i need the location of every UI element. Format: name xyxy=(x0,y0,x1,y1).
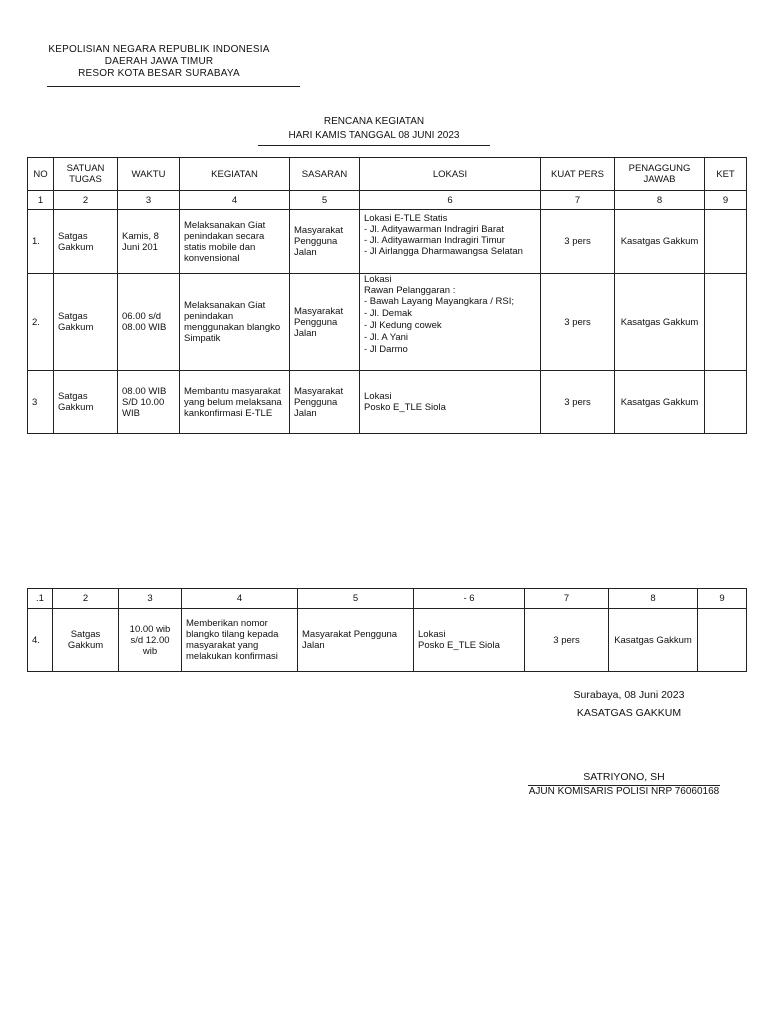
lokasi-line: - Bawah Layang Mayangkara / RSI; xyxy=(364,296,514,307)
row-satuan: Satgas Gakkum xyxy=(54,210,118,274)
column-number: 5 xyxy=(298,589,414,609)
row-ket xyxy=(698,609,747,672)
row-satuan: Satgas Gakkum xyxy=(54,371,118,434)
row-no: 4. xyxy=(28,609,53,672)
row-lokasi xyxy=(360,274,541,371)
column-number: 7 xyxy=(525,589,609,609)
column-number: 3 xyxy=(118,191,180,210)
lokasi-line: Lokasi xyxy=(418,629,446,640)
row-waktu: 10.00 wib s/d 12.00 wib xyxy=(119,609,182,672)
row-sasaran: Masyarakat Pengguna Jalan xyxy=(298,609,414,672)
row-waktu: Kamis, 8 Juni 201 xyxy=(118,210,180,274)
header-kuat-pers: KUAT PERS xyxy=(541,158,615,191)
column-number: 3 xyxy=(119,589,182,609)
header-penanggung-jawab: PENAGGUNG JAWAB xyxy=(615,158,705,191)
row-kegiatan: Memberikan nomor blangko tilang kepada masyarakat yang melakukan konfirmasi xyxy=(182,609,298,672)
letterhead-underline xyxy=(47,86,300,87)
signature-role: KASATGAS GAKKUM xyxy=(576,707,682,719)
column-number: 5 xyxy=(290,191,360,210)
lokasi-line: Rawan Pelanggaran : xyxy=(364,285,456,296)
row-no: 2. xyxy=(28,274,54,371)
lokasi-line: - Jl Airlangga Dharmawangsa Selatan xyxy=(364,246,523,257)
header-no: NO xyxy=(28,158,54,191)
column-number: 7 xyxy=(541,191,615,210)
column-number: - 6 xyxy=(414,589,525,609)
signature-name: SATRIYONO, SH xyxy=(583,771,665,783)
table-row xyxy=(28,210,747,274)
column-number: 6 xyxy=(360,191,541,210)
row-satuan: Satgas Gakkum xyxy=(53,609,119,672)
column-number: 9 xyxy=(705,191,747,210)
row-ket xyxy=(705,210,747,274)
lokasi-line: Lokasi xyxy=(364,274,392,285)
column-number-row xyxy=(28,589,747,609)
table-row xyxy=(28,609,747,672)
column-number: 2 xyxy=(54,191,118,210)
column-number: 1 xyxy=(28,191,54,210)
letterhead-line-1: KEPOLISIAN NEGARA REPUBLIK INDONESIA xyxy=(48,44,270,55)
row-penanggung-jawab: Kasatgas Gakkum xyxy=(615,371,705,434)
row-no: 3 xyxy=(28,371,54,434)
lokasi-line: Posko E_TLE Siola xyxy=(364,402,446,413)
row-penanggung-jawab: Kasatgas Gakkum xyxy=(609,609,698,672)
signature-rank-nrp: AJUN KOMISARIS POLISI NRP 76060168 xyxy=(528,786,720,797)
header-satuan-tugas: SATUAN TUGAS xyxy=(54,158,118,191)
lokasi-line: Lokasi E-TLE Statis xyxy=(364,213,448,224)
row-kegiatan: Membantu masyarakat yang belum melaksanakankonfirmasi E-TLE xyxy=(180,371,290,434)
row-kegiatan: Melaksanakan Giat penindakan menggunakan blangko Simpatik xyxy=(180,274,290,371)
lokasi-line: Posko E_TLE Siola xyxy=(418,640,500,651)
row-kuat-pers: 3 pers xyxy=(541,371,615,434)
row-lokasi xyxy=(360,210,541,274)
header-sasaran: SASARAN xyxy=(290,158,360,191)
row-satuan: Satgas Gakkum xyxy=(54,274,118,371)
column-number: 4 xyxy=(182,589,298,609)
lokasi-line: - Jl. A Yani xyxy=(364,332,409,343)
lokasi-line: - Jl Darmo xyxy=(364,344,408,355)
title-underline xyxy=(258,145,490,146)
activity-table xyxy=(27,157,747,434)
row-lokasi xyxy=(414,609,525,672)
row-no: 1. xyxy=(28,210,54,274)
lokasi-line: - Jl. Adityawarman Indragiri Timur xyxy=(364,235,505,246)
table-row xyxy=(28,274,747,371)
row-waktu: 08.00 WIB S/D 10.00 WIB xyxy=(118,371,180,434)
row-kegiatan: Melaksanakan Giat penindakan secara statis mobile dan konvensional xyxy=(180,210,290,274)
row-lokasi xyxy=(360,371,541,434)
letterhead-line-2: DAERAH JAWA TIMUR xyxy=(104,56,214,67)
header-ket: KET xyxy=(705,158,747,191)
column-number: 8 xyxy=(609,589,698,609)
row-sasaran: Masyarakat Pengguna Jalan xyxy=(290,210,360,274)
row-kuat-pers: 3 pers xyxy=(525,609,609,672)
table-header-row xyxy=(28,158,747,191)
title-line-1: RENCANA KEGIATAN xyxy=(323,116,425,127)
header-lokasi: LOKASI xyxy=(360,158,541,191)
signature-name-block xyxy=(528,771,720,786)
row-ket xyxy=(705,274,747,371)
column-number: 2 xyxy=(53,589,119,609)
header-waktu: WAKTU xyxy=(118,158,180,191)
letterhead xyxy=(30,44,288,80)
row-ket xyxy=(705,371,747,434)
column-number: .1 xyxy=(28,589,53,609)
document-title xyxy=(258,115,490,146)
row-sasaran: Masyarakat Pengguna Jalan xyxy=(290,274,360,371)
column-number: 8 xyxy=(615,191,705,210)
activity-table-continued xyxy=(27,588,747,672)
table-row xyxy=(28,371,747,434)
row-kuat-pers: 3 pers xyxy=(541,210,615,274)
header-kegiatan: KEGIATAN xyxy=(180,158,290,191)
row-kuat-pers: 3 pers xyxy=(541,274,615,371)
column-number-row xyxy=(28,191,747,210)
column-number: 9 xyxy=(698,589,747,609)
signature-place-date: Surabaya, 08 Juni 2023 xyxy=(573,689,685,701)
letterhead-line-3: RESOR KOTA BESAR SURABAYA xyxy=(78,68,240,79)
row-sasaran: Masyarakat Pengguna Jalan xyxy=(290,371,360,434)
lokasi-line: Lokasi xyxy=(364,391,392,402)
title-line-2: HARI KAMIS TANGGAL 08 JUNI 2023 xyxy=(288,130,460,141)
row-penanggung-jawab: Kasatgas Gakkum xyxy=(615,210,705,274)
row-penanggung-jawab: Kasatgas Gakkum xyxy=(615,274,705,371)
lokasi-line: - Jl. Demak xyxy=(364,308,413,319)
column-number: 4 xyxy=(180,191,290,210)
lokasi-line: - Jl Kedung cowek xyxy=(364,320,442,331)
lokasi-line: - Jl. Adityawarman Indragiri Barat xyxy=(364,224,504,235)
row-waktu: 06.00 s/d 08.00 WIB xyxy=(118,274,180,371)
